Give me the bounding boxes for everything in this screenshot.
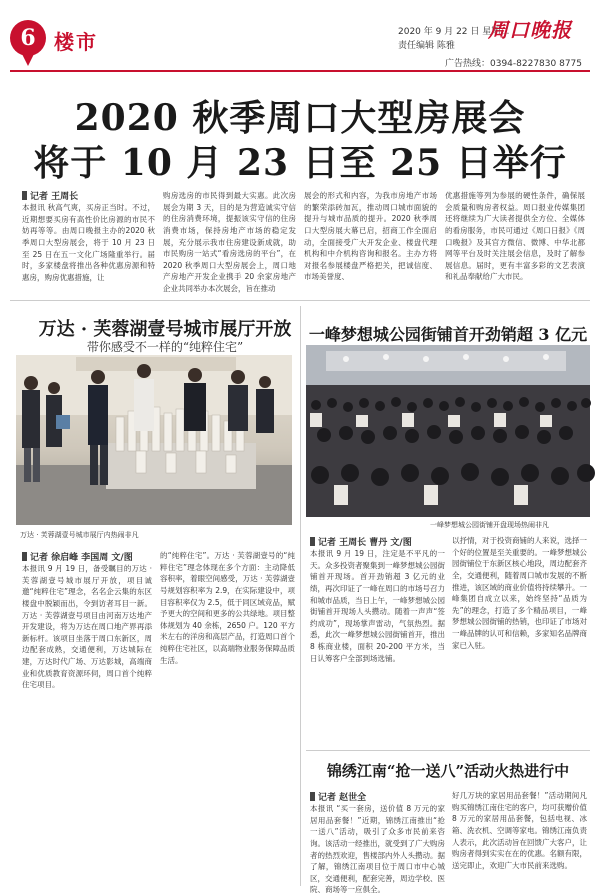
main-article-col4: 优惠措施等列为参展的硬性条件，确保展会质量和购房者权益。周口报业传媒集团还将继续为广大读者提供全方位、全媒体的看房服务，市民可通过《周口日报》《周口晚报》及其官方微信、微博、中华北都网等平台及时关注展会信息，及时了解参展信息。届时，更有丰富多彩的文艺表演和礼品奉献给广大市民。 xyxy=(445,191,585,282)
right-divider xyxy=(306,750,590,751)
section-title: 楼市 xyxy=(54,30,98,54)
editor-credit: 责任编辑 陈雅 xyxy=(398,41,455,51)
bottom-story-title: 锦绣江南“抢一送八”活动火热进行中 xyxy=(326,762,570,780)
bottom-story-byline: 记者 赵世全 xyxy=(310,790,366,803)
ad-hotline: 广告热线：0394-8227830 8775 xyxy=(445,59,582,69)
main-article-col2: 购房选房的市民得到最大实惠。此次房展会为期 3 天，目的是为营造诚实守信的住房消费环境，提振该实守信的住房消费市场，保持房地产市场的稳定发展，充分展示我市住房建设新成就，助市民购房一站式“看房选房的平台”，在 2020 秋季周口大型房展会上，周口地产房地产开发企业携手 20 余家房地产企业共同举办本次展会，旨在推动 xyxy=(163,191,296,293)
column-divider xyxy=(300,306,301,886)
crowd-event-illustration xyxy=(306,345,590,517)
bottom-story-col-b: 好几万块的家居用品套餐！”活动期间凡购买锦绣江南住宅的客户，均可获赠价值 8 万元的家居用品套餐，包括电视、冰箱、洗衣机、空调等家电。锦绣江南负责人表示，此次活动旨在回馈广大客户，让购房者得到实实在在的优惠。名额有限，送完即止，欢迎广大市民前来选购。 xyxy=(452,791,587,870)
page-number-badge: 6 xyxy=(10,20,46,56)
right-story-photo xyxy=(306,345,590,517)
left-story-col-a: 本报讯 9 月 19 日，备受瞩目的万达 · 芙蓉湖壹号城市展厅开放，项目诚邀“纯粹住宅”理念，名名企云集的东区楼盘中脱颖而出，令到访者耳目一新。万达 · 芙蓉湖壹号项目由河南万达地产开发建设，将为万达在周口地产界再添新标杆。该项目坐落于周口东新区，周边配套成熟，交通便利，万达城际在建，万达时代广场、万达影城，高端商业和优质教育资源环伺，周口首个纯粹住宅项目。 xyxy=(22,564,152,690)
right-photo-caption: 一峰梦想城公园街铺开盘现场热闹非凡 xyxy=(430,521,549,529)
right-story-byline: 记者 王周长 曹丹 文/图 xyxy=(310,535,412,548)
main-headline-line1: 2020 秋季周口大型房展会 xyxy=(74,97,526,139)
main-article-col1: 本报讯 秋高气爽，买房正当时。不过，近期想要买房有高性价比房源的市民不妨再等等。由周口晚报主办的2020 秋季周口大型房展会，将于 10 月 23 日至 25 日在五一文化广场隆重举行。届时，多家楼盘将推出各种优惠房源和特惠房，购房优惠措施，让 xyxy=(22,203,155,282)
left-story-title: 万达 · 芙蓉湖壹号城市展厅开放 xyxy=(38,319,292,340)
main-byline: 记者 王周长 xyxy=(22,189,78,202)
left-story-subtitle: 带你感受不一样的“纯粹住宅” xyxy=(86,340,244,354)
main-article-col3: 展会的形式和内容，为我市房地产市场的繁荣添砖加瓦，推动周口城市面貌的提升与城市品质的提升。2020 秋季周口大型房展大幕已启，招商工作全面启动，全面接受广大开发企业、楼盘代理机构和中介机构咨询和报名。主办方将对报名参展楼盘严格把关，把诚信度、市场美誉度、 xyxy=(304,191,437,282)
issue-date: 2020 年 9 月 22 日 星期二 xyxy=(398,27,510,37)
exhibition-hall-illustration xyxy=(16,355,292,525)
right-story-col-a: 本报讯 9 月 19 日，注定是不平凡的一天。众多投资者聚集到一峰梦想城公园街铺首开现场。首开劲销超 3 亿元的业绩，再次印证了一峰在周口的市场号召力和城市品质，当日上午，一峰梦想城公园街铺首开现场人头攒动。随着一声声“签约成功”，现场掌声雷动，气氛热烈。据悉，此次一峰梦想城公园街铺首开，推出 8 栋商业楼，面积 20-200 平方米，当日认筹客户全部到场选铺。 xyxy=(310,549,445,663)
left-story-photo xyxy=(16,355,292,525)
right-story-col-b: 以抒情，对于投资商铺的人来说，选择一个好的位置是至关重要的。一峰梦想城公园街铺位于东新区核心地段，周边配套齐全，交通便利，随着周口城市发展的不断推进，该区域的商业价值将持续攀升。一峰集团自成立以来，始终坚持“品质为先”的理念，打造了多个精品项目，一峰梦想城公园街铺的热销，也印证了市场对一峰品牌的认可和信赖，多家知名品牌商家已入驻。 xyxy=(452,536,587,650)
left-story-col-b: 的“纯粹住宅”。万达 · 芙蓉湖壹号的“纯粹住宅”理念体现在多个方面：主动降低容积率，着眼空间感受，万达 · 芙蓉湖壹号规划容积率为 2.9，在实际建设中，项目容积率仅为 2.5，低于同区域竞品，赋予更大的空间和更多的公共绿地。项目整体规划为 40 余栋，2650 户。120 平方米左右的洋房和高层产品，打造周口首个纯粹住宅社区，以高端物业服务保障品质生活。 xyxy=(160,551,295,665)
header-rule xyxy=(10,70,590,72)
main-headline-line2: 将于 10 月 23 日至 25 日举行 xyxy=(33,142,567,184)
left-story-byline: 记者 徐启峰 李国周 文/图 xyxy=(22,550,133,563)
newspaper-logo: 周口晚报 xyxy=(488,18,572,42)
bottom-story-col-a: 本报讯 “买一套房，送价值 8 万元的家居用品套餐！”近期，锦绣江南推出“抢一送八”活动，吸引了众多市民前来咨询。该活动一经推出，就受到了广大购房者的热烈欢迎，售楼部内外人头攒动。据了解，锦绣江南项目位于周口市中心城区，交通便利，配套完善，周边学校、医院、商场等一应俱全。 xyxy=(310,804,445,895)
right-story-title: 一峰梦想城公园街铺首开劲销超 3 亿元 xyxy=(308,325,588,344)
section-divider xyxy=(10,300,590,301)
left-photo-caption: 万达 · 芙蓉湖壹号城市展厅内热闹非凡 xyxy=(20,531,139,539)
